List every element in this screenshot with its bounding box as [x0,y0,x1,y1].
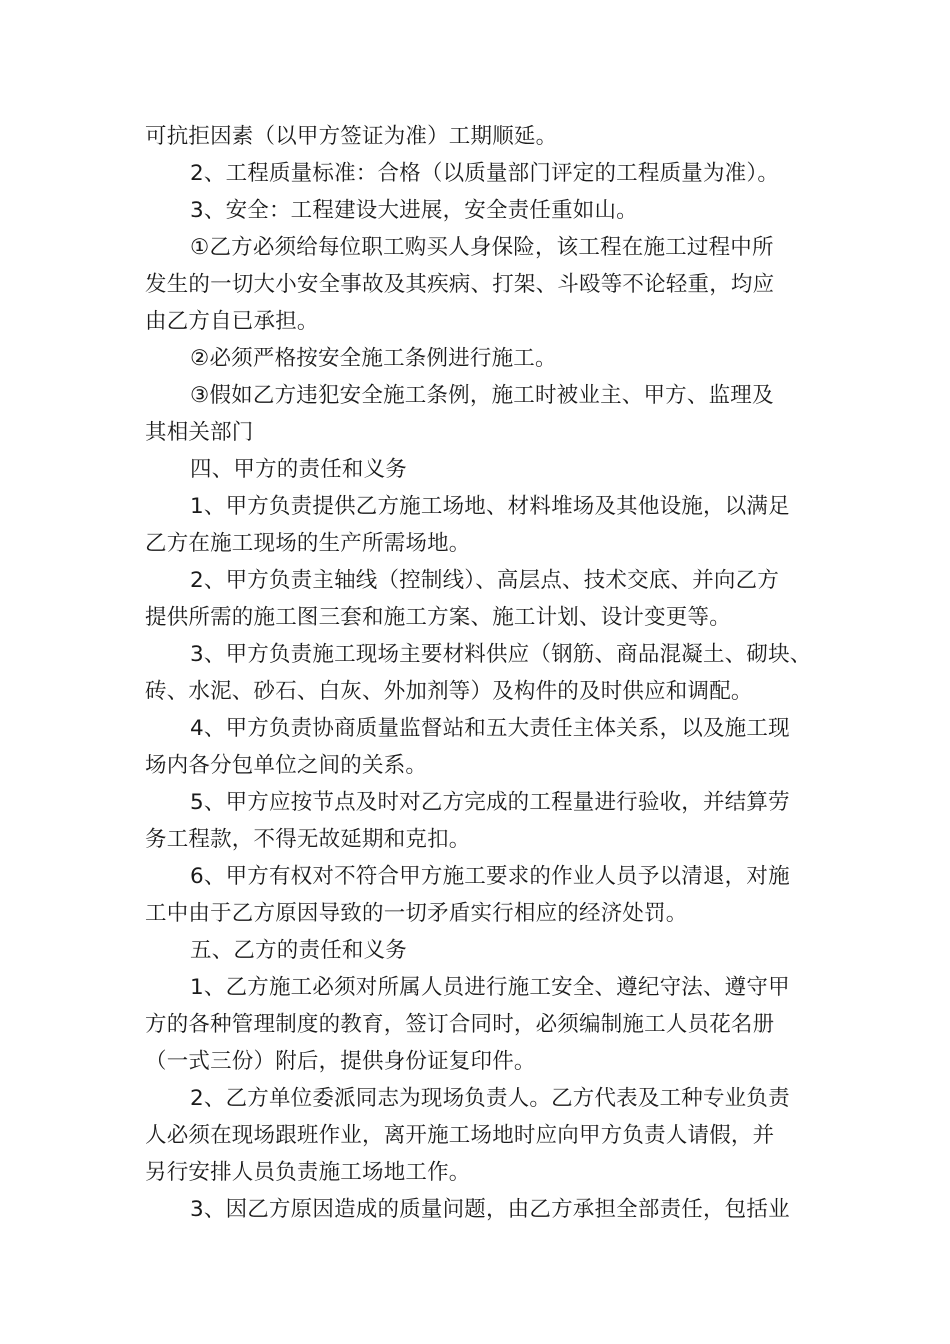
section-heading: 四、甲方的责任和义务 [190,457,408,482]
text-line: 5、甲方应按节点及时对乙方完成的工程量进行验收，并结算劳 [190,790,790,815]
text-line: 可抗拒因素（以甲方签证为准）工期顺延。 [145,124,558,149]
text-line: 方的各种管理制度的教育，签订合同时，必须编制施工人员花名册 [145,1012,775,1037]
text-line: 6、甲方有权对不符合甲方施工要求的作业人员予以清退，对施 [190,864,790,889]
text-line: 乙方在施工现场的生产所需场地。 [145,531,471,556]
text-line: 4、甲方负责协商质量监督站和五大责任主体关系，以及施工现 [190,716,790,741]
text-line: （一式三份）附后，提供身份证复印件。 [145,1049,536,1074]
text-line: 另行安排人员负责施工场地工作。 [145,1160,471,1185]
text-line: 3、因乙方原因造成的质量问题，由乙方承担全部责任，包括业 [190,1197,790,1222]
text-line: 提供所需的施工图三套和施工方案、施工计划、设计变更等。 [145,605,731,630]
text-line: ②必须严格按安全施工条例进行施工。 [190,346,557,371]
text-line: 人必须在现场跟班作业，离开施工场地时应向甲方负责人请假，并 [145,1123,775,1148]
text-line: 1、甲方负责提供乙方施工场地、材料堆场及其他设施，以满足 [190,494,790,519]
text-line: 3、甲方负责施工现场主要材料供应（钢筋、商品混凝土、砌块、 [190,642,812,667]
text-line: 2、甲方负责主轴线（控制线）、高层点、技术交底、并向乙方 [190,568,780,593]
text-line: 场内各分包单位之间的关系。 [145,753,428,778]
text-line: 2、工程质量标准：合格（以质量部门评定的工程质量为准）。 [190,161,780,186]
text-line: ①乙方必须给每位职工购买人身保险，该工程在施工过程中所 [190,235,774,260]
text-line: ③假如乙方违犯安全施工条例，施工时被业主、甲方、监理及 [190,383,774,408]
text-line: 工中由于乙方原因导致的一切矛盾实行相应的经济处罚。 [145,901,688,926]
text-line: 2、乙方单位委派同志为现场负责人。乙方代表及工种专业负责 [190,1086,790,1111]
text-line: 1、乙方施工必须对所属人员进行施工安全、遵纪守法、遵守甲 [190,975,790,1000]
text-line: 3、安全：工程建设大进展，安全责任重如山。 [190,198,638,223]
section-heading: 五、乙方的责任和义务 [190,938,408,963]
text-line: 由乙方自已承担。 [145,309,319,334]
text-line: 其相关部门 [145,420,254,445]
text-line: 务工程款，不得无故延期和克扣。 [145,827,471,852]
text-line: 发生的一切大小安全事故及其疾病、打架、斗殴等不论轻重，均应 [145,272,775,297]
text-line: 砖、水泥、砂石、白灰、外加剂等）及构件的及时供应和调配。 [145,679,753,704]
